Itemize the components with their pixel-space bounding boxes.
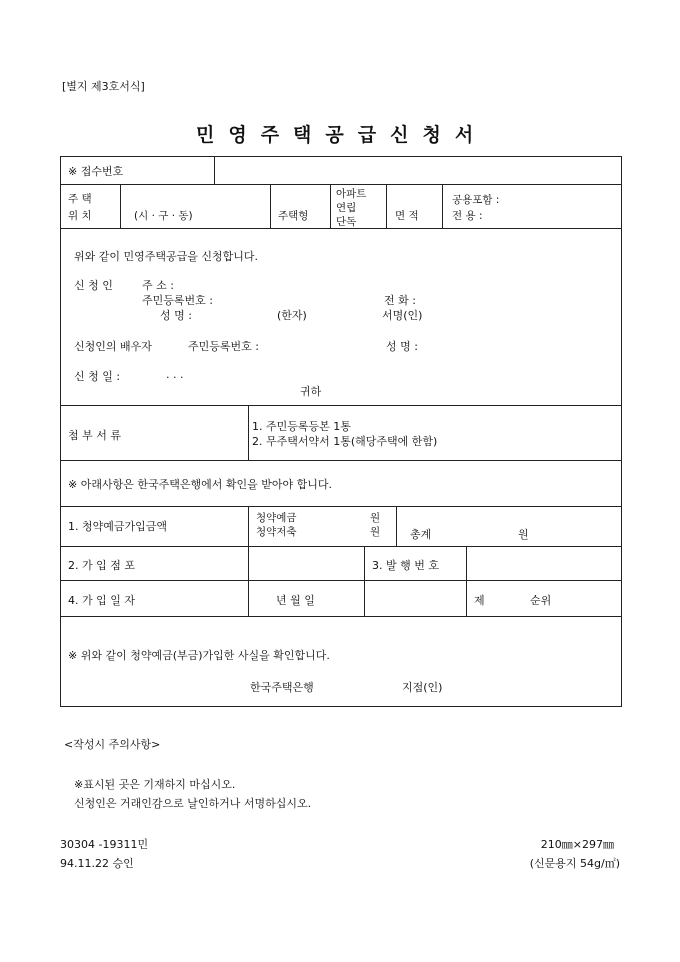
receipt-number-label: ※ 접수번호	[68, 165, 124, 178]
exclusive-area-label: 전 용 :	[452, 210, 483, 222]
approval-date: 94.11.22 승인	[60, 857, 134, 870]
note-line-1: ※표시된 곳은 기재하지 마십시오.	[74, 778, 236, 791]
bank-notice: ※ 아래사항은 한국주택은행에서 확인을 받아야 합니다.	[68, 478, 332, 491]
won-unit-1: 원	[370, 512, 381, 524]
page-title: 민영주택공급신청서	[196, 124, 488, 146]
join-date-label: 4. 가 입 일 자	[68, 594, 135, 607]
note-line-2: 신청인은 거래인감으로 날인하거나 서명하십시오.	[74, 797, 312, 810]
notes-heading: <작성시 주의사항>	[64, 738, 161, 751]
addressee: 귀하	[300, 385, 322, 398]
bank-name: 한국주택은행	[250, 681, 314, 694]
deposit-type-1: 청약예금	[256, 512, 297, 524]
issue-number-label: 3. 발 행 번 호	[372, 559, 439, 572]
attachments-label: 첨 부 서 류	[68, 429, 121, 442]
paper-type: (신문용지 54g/㎡)	[529, 857, 620, 870]
common-area-label: 공용포함 :	[452, 194, 500, 206]
area-label: 면 적	[395, 210, 419, 222]
paper-size: 210㎜×297㎜	[540, 838, 614, 851]
hanja-label: (한자)	[277, 309, 307, 322]
name-label: 성 명 :	[160, 309, 192, 322]
bank-confirmation: ※ 위와 같이 청약예금(부금)가입한 사실을 확인합니다.	[68, 649, 330, 662]
attachment-item-2: 2. 무주택서약서 1통(해당주택에 한함)	[252, 435, 438, 448]
applicant-label: 신 청 인	[74, 279, 113, 292]
rank-prefix: 제	[474, 594, 485, 607]
kind-townhouse: 연립	[336, 202, 357, 214]
deposit-type-2: 청약저축	[256, 526, 297, 538]
housing-location-label-1: 주 택	[68, 193, 92, 205]
application-date-label: 신 청 일 :	[74, 370, 121, 383]
attachment-item-1: 1. 주민등록등본 1통	[252, 420, 351, 433]
form-number: [별지 제3호서식]	[62, 80, 145, 93]
spouse-name-label: 성 명 :	[386, 340, 418, 353]
housing-type-label: 주택형	[278, 210, 309, 222]
phone-label: 전 화 :	[384, 294, 416, 307]
kind-detached: 단독	[336, 216, 357, 228]
branch-label: 2. 가 입 점 포	[68, 559, 135, 572]
spouse-label: 신청인의 배우자	[74, 340, 152, 353]
join-date-units: 년 월 일	[276, 594, 315, 607]
kind-apartment: 아파트	[336, 188, 367, 200]
location-unit-label: (시 · 구 · 동)	[134, 210, 193, 222]
spouse-resident-number-label: 주민등록번호 :	[188, 340, 259, 353]
signature-label: 서명(인)	[382, 309, 423, 322]
address-label: 주 소 :	[142, 279, 174, 292]
application-statement: 위와 같이 민영주택공급을 신청합니다.	[74, 250, 259, 263]
application-date-separators: . . .	[166, 368, 184, 381]
won-unit-total: 원	[518, 528, 529, 541]
form-code: 30304 -19311민	[60, 838, 149, 851]
rank-suffix: 순위	[530, 594, 552, 607]
won-unit-2: 원	[370, 526, 381, 538]
deposit-amount-label: 1. 청약예금가입금액	[68, 520, 167, 533]
resident-number-label: 주민등록번호 :	[142, 294, 213, 307]
housing-location-label-2: 위 치	[68, 210, 92, 222]
total-label: 총계	[410, 528, 432, 541]
branch-seal: 지점(인)	[402, 681, 443, 694]
